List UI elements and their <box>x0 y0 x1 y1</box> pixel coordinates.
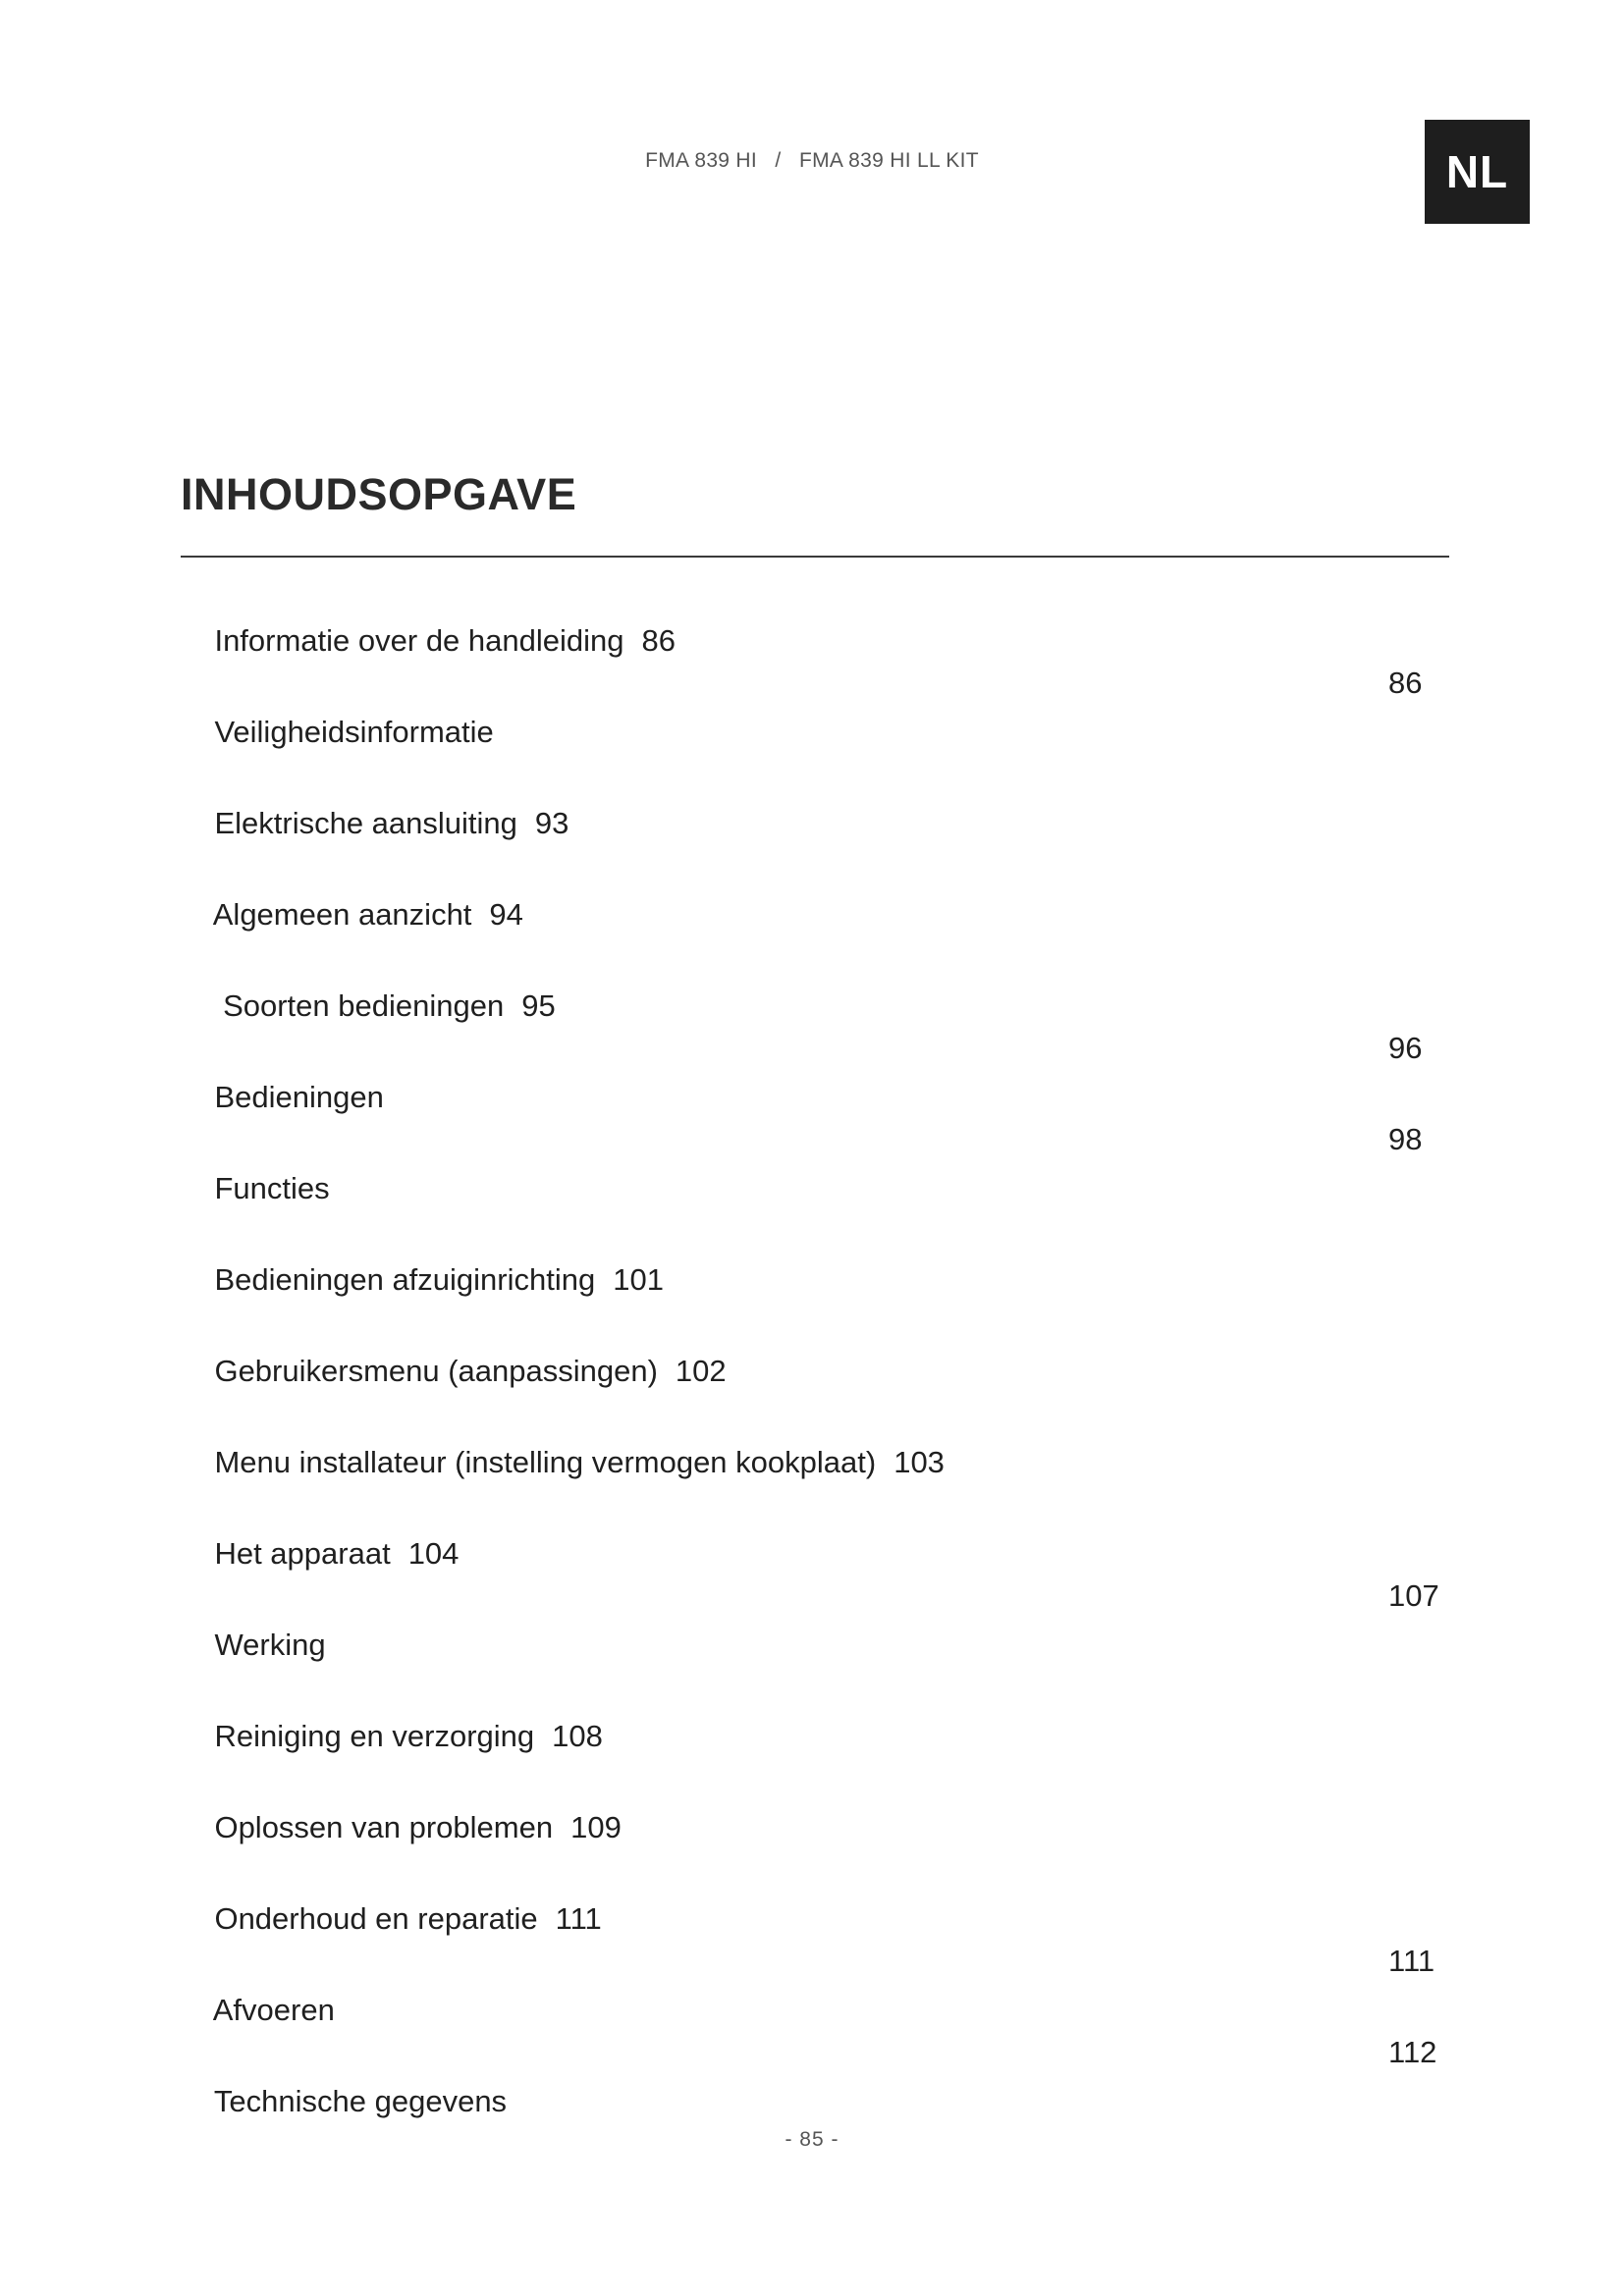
toc-entry <box>181 1572 1457 1663</box>
header-model-names: FMA 839 HI / FMA 839 HI LL KIT <box>645 149 979 172</box>
toc-entry <box>181 933 1457 1024</box>
toc-title: INHOUDSOPGAVE <box>181 469 577 519</box>
toc-entry-page: 86 <box>1388 666 1423 700</box>
toc-entry-title: Informatie over de handleiding <box>214 623 624 658</box>
toc-entry <box>181 1115 1457 1206</box>
toc-entry-title: Veiligheidsinformatie <box>214 715 494 749</box>
toc-entry <box>181 1206 1457 1298</box>
toc-entry-page: 111 <box>555 1901 602 1936</box>
page-number: - 85 - <box>785 2128 839 2151</box>
toc-entry <box>181 1754 1457 1845</box>
toc-entry-page: 104 <box>407 1536 460 1571</box>
toc-entry-page: 102 <box>675 1354 727 1388</box>
toc-entry-page: 86 <box>641 623 676 658</box>
toc-entry <box>181 1663 1457 1754</box>
toc-entry-page: 111 <box>1388 1944 1435 1978</box>
toc-entry-page: 98 <box>1388 1122 1423 1156</box>
toc-entry <box>181 1024 1457 1115</box>
toc-entry-title: Afvoeren <box>212 1993 335 2027</box>
toc-entry-page: 109 <box>570 1810 622 1844</box>
toc-entry <box>181 1845 1457 1937</box>
toc-entry <box>181 2028 1457 2119</box>
toc-entry-title: Bedieningen afzuiginrichting <box>214 1262 596 1297</box>
toc-entry-title: Onderhoud en reparatie <box>214 1901 538 1936</box>
toc-entry-title: Gebruikersmenu (aanpassingen) <box>214 1354 658 1388</box>
toc-entry-title: Het apparaat <box>214 1536 391 1571</box>
toc-entry <box>181 567 1457 659</box>
toc-entry-title: Reiniging en verzorging <box>214 1719 535 1753</box>
toc-entry-page: 101 <box>613 1262 664 1297</box>
toc-entry-page: 108 <box>552 1719 603 1753</box>
toc-entry <box>181 1389 1457 1480</box>
toc-entry <box>181 1298 1457 1389</box>
toc-entry <box>181 659 1457 750</box>
toc-entry-title: Elektrische aansluiting <box>214 806 517 840</box>
toc-entry <box>181 1937 1457 2028</box>
toc-entry-title: Werking <box>214 1628 326 1662</box>
toc-entry-title: Bedieningen <box>214 1080 384 1114</box>
toc-divider <box>181 556 1449 558</box>
toc-entry-page: 94 <box>489 897 523 932</box>
language-badge: NL <box>1425 120 1530 224</box>
toc-entry-title: Soorten bedieningen <box>214 988 505 1023</box>
toc-entry <box>181 1480 1457 1572</box>
toc-entry-page: 95 <box>521 988 556 1023</box>
toc-entry-title: Algemeen aanzicht <box>212 897 472 932</box>
toc-entry-title: Functies <box>214 1171 330 1205</box>
toc-entry-page: 112 <box>1388 2035 1437 2069</box>
toc-entry-title: Technische gegevens <box>213 2084 508 2118</box>
toc-entry-title: Oplossen van problemen <box>214 1810 554 1844</box>
toc-entry-page: 93 <box>534 806 569 840</box>
toc-entry-page: 96 <box>1388 1031 1423 1065</box>
toc-entry <box>181 750 1457 841</box>
toc-entry <box>181 841 1457 933</box>
toc-list <box>181 567 1457 2119</box>
toc-entry-title: Menu installateur (instelling vermogen kookplaat) <box>214 1445 877 1479</box>
toc-entry-page: 103 <box>893 1445 945 1479</box>
toc-entry-page: 107 <box>1388 1578 1439 1613</box>
